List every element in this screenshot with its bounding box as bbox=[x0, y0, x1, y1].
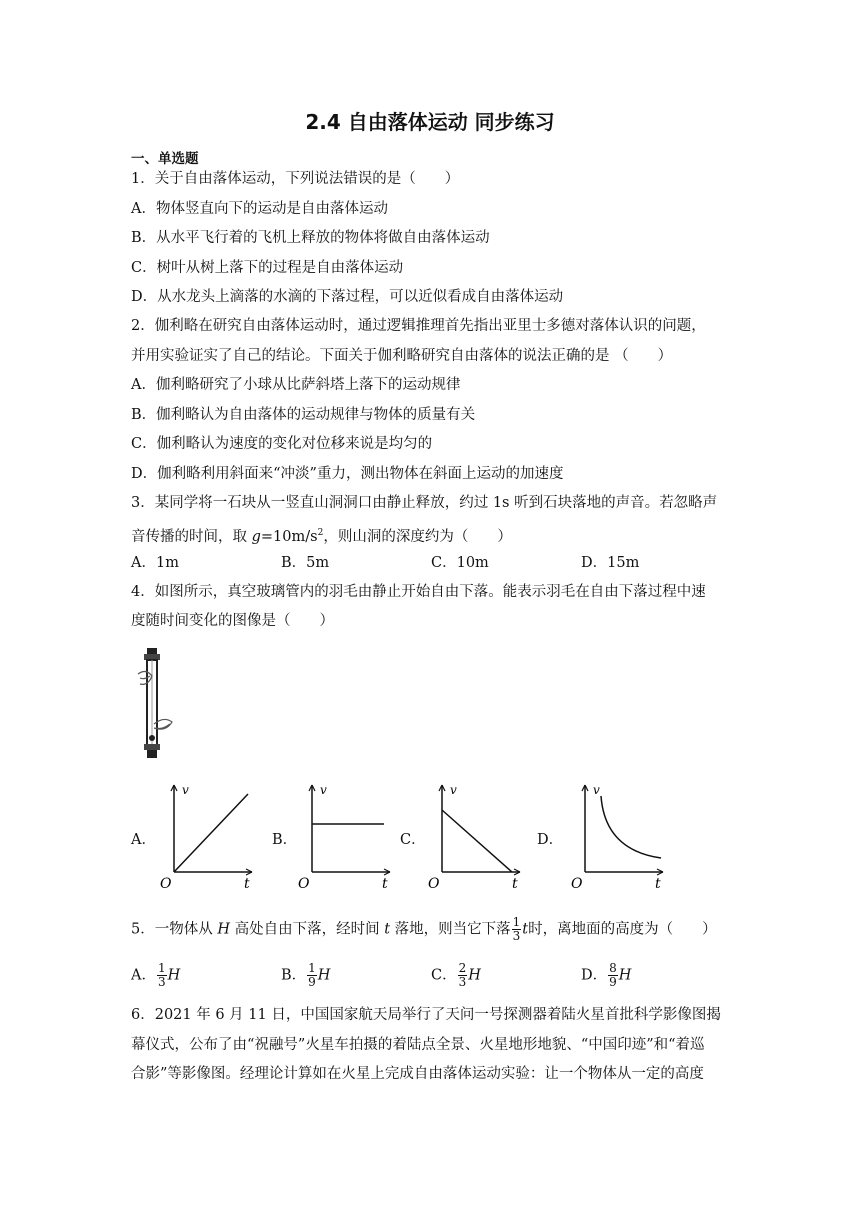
q1-option-c: C．树叶从树上落下的过程是自由落体运动 bbox=[131, 260, 404, 276]
graph-d-origin: O bbox=[571, 876, 583, 892]
graph-c-line bbox=[442, 810, 512, 872]
graph-a-t-label: t bbox=[244, 876, 250, 892]
q2-option-b: B．伽利略认为自由落体的运动规律与物体的质量有关 bbox=[131, 407, 476, 423]
q1-option-b: B．从水平飞行着的飞机上释放的物体将做自由落体运动 bbox=[131, 230, 490, 246]
graph-c-v-label: v bbox=[450, 783, 457, 797]
q4-option-b-label: B． bbox=[272, 832, 298, 848]
section-heading: 一、单选题 bbox=[131, 151, 199, 167]
q4-option-c-label: C． bbox=[400, 832, 426, 848]
q1-stem: 1．关于自由落体运动，下列说法错误的是（ ） bbox=[131, 171, 460, 187]
q1-option-a: A．物体竖直向下的运动是自由落体运动 bbox=[131, 201, 388, 217]
graph-c-t-label: t bbox=[512, 876, 518, 892]
graph-d-v-label: v bbox=[593, 783, 600, 797]
q6-line1: 6．2021 年 6 月 11 日，中国国家航天局举行了天问一号探测器着陆火星首批科学影像图揭 bbox=[131, 1007, 721, 1023]
q4-stem-line1: 4．如图所示，真空玻璃管内的羽毛由静止开始自由下落。能表示羽毛在自由下落过程中速 bbox=[131, 584, 706, 600]
graph-a-line bbox=[174, 794, 248, 872]
q4-option-d-label: D． bbox=[537, 832, 564, 848]
q3-option-c: C．10m bbox=[431, 555, 489, 571]
q3-option-a: A．1m bbox=[131, 555, 179, 571]
graph-b-t-label: t bbox=[382, 876, 388, 892]
graph-d bbox=[563, 780, 673, 895]
graph-b-origin: O bbox=[298, 876, 310, 892]
q3-option-b: B．5m bbox=[281, 555, 330, 571]
q2-option-a: A．伽利略研究了小球从比萨斜塔上落下的运动规律 bbox=[131, 377, 461, 393]
q1-option-d: D．从水龙头上滴落的水滴的下落过程，可以近似看成自由落体运动 bbox=[131, 289, 564, 305]
q2-option-c: C．伽利略认为速度的变化对位移来说是均匀的 bbox=[131, 436, 433, 452]
q3-option-d: D．15m bbox=[581, 555, 640, 571]
graph-c-origin: O bbox=[428, 876, 440, 892]
graph-a bbox=[152, 780, 262, 895]
q2-option-d: D．伽利略利用斜面来“冲淡”重力，测出物体在斜面上运动的加速度 bbox=[131, 466, 564, 482]
graph-a-v-label: v bbox=[182, 783, 189, 797]
q5-option-a: A． $\frac{1}{3}$ H bbox=[131, 961, 181, 989]
q5-stem: 5．一物体从 H 高处自由下落，经时间 t 落地，则当它下落 $\frac{1}{3}$ t时，离地面的高度为（ ） bbox=[131, 915, 717, 943]
graph-d-curve bbox=[601, 796, 661, 858]
q3-stem-line2: 音传播的时间，取 $g=10m/s^2$，则山洞的深度约为（ ） bbox=[131, 528, 512, 545]
q4-stem-line2: 度随时间变化的图像是（ ） bbox=[131, 613, 334, 629]
page-title: 2.4 自由落体运动 同步练习 bbox=[305, 110, 555, 134]
q4-option-a-label: A． bbox=[131, 832, 156, 848]
q3-stem-line1: 3．某同学将一石块从一竖直山洞洞口由静止释放，约过 1s 听到石块落地的声音。若忽略声 bbox=[131, 495, 718, 511]
graph-a-origin: O bbox=[160, 876, 172, 892]
q2-stem-line1: 2．伽利略在研究自由落体运动时，通过逻辑推理首先指出亚里士多德对落体认识的问题， bbox=[131, 318, 706, 334]
graph-b-v-label: v bbox=[320, 783, 327, 797]
q5-option-d: D． $\frac{8}{9}$ H bbox=[581, 961, 632, 989]
q5-option-c: C． $\frac{2}{3}$ H bbox=[431, 961, 481, 989]
q5-fraction: $\frac{1}{3}$ bbox=[512, 915, 521, 943]
q6-line3: 合影”等影像图。经理论计算如在火星上完成自由落体运动实验：让一个物体从一定的高度 bbox=[131, 1066, 704, 1082]
q6-line2: 幕仪式，公布了由“祝融号”火星车拍摄的着陆点全景、火星地形地貌、“中国印迹”和“着巡 bbox=[131, 1037, 705, 1053]
graph-c bbox=[420, 780, 530, 895]
vacuum-tube-figure bbox=[128, 644, 178, 764]
graph-b bbox=[290, 780, 400, 895]
q5-option-b: B． $\frac{1}{9}$ H bbox=[281, 961, 331, 989]
q2-stem-line2: 并用实验证实了自己的结论。下面关于伽利略研究自由落体的说法正确的是 （ ） bbox=[131, 348, 673, 364]
graph-d-t-label: t bbox=[655, 876, 661, 892]
